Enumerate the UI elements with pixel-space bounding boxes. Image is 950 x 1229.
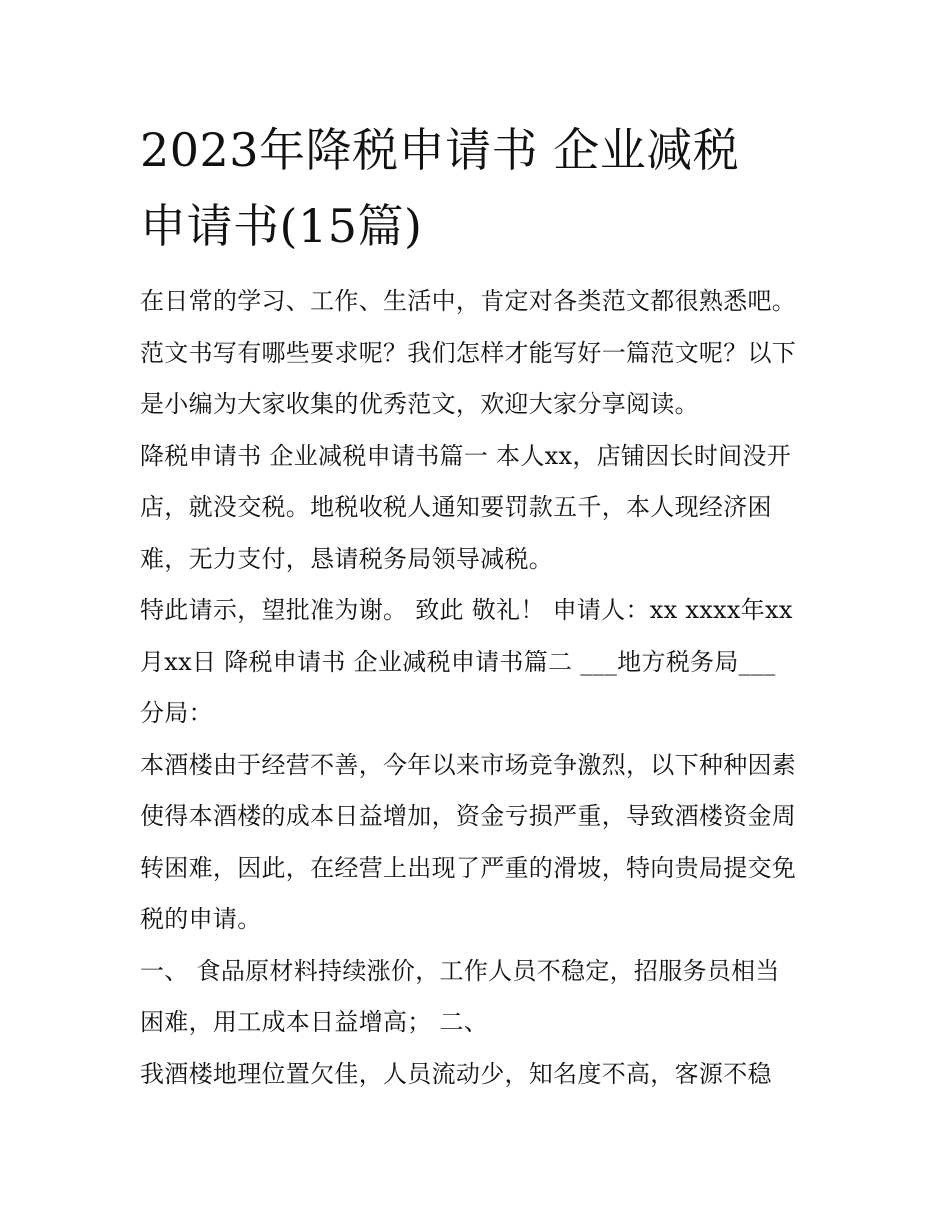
- document-body: [140, 276, 820, 1100]
- title-line-2: 申请书(15篇): [140, 199, 423, 253]
- body-line: 本酒楼由于经营不善，今年以来市场竞争激烈，以下种种因素: [140, 750, 797, 779]
- body-line: 特此请示，望批准为谢。 致此 敬礼！ 申请人：xx xxxx年xx: [140, 596, 793, 624]
- body-line: 在日常的学习、工作、生活中，肯定对各类范文都很熟悉吧。: [140, 287, 797, 315]
- body-line: 困难，用工成本日益增高； 二、: [140, 1008, 489, 1036]
- body-line: 范文书写有哪些要求呢？我们怎样才能写好一篇范文呢？以下: [140, 338, 797, 367]
- body-line: 税的申请。: [140, 905, 262, 933]
- body-line: 月xx日 降税申请书 企业减税申请书篇二 ___地方税务局___: [140, 647, 776, 676]
- body-line: 转困难，因此，在经营上出现了严重的滑坡，特向贵局提交免: [140, 853, 797, 882]
- body-line: 店，就没交税。地税收税人通知要罚款五千，本人现经济困: [140, 493, 772, 521]
- title-line-1: 2023年降税申请书 企业减税: [140, 123, 740, 177]
- body-line: 使得本酒楼的成本日益增加，资金亏损严重，导致酒楼资金周: [140, 802, 797, 830]
- body-line: 分局：: [140, 699, 213, 727]
- body-line: 我酒楼地理位置欠佳，人员流动少，知名度不高，客源不稳: [140, 1059, 772, 1088]
- document-title: [140, 112, 820, 264]
- body-line: 一、 食品原材料持续涨价，工作人员不稳定，招服务员相当: [140, 956, 780, 985]
- body-line: 是小编为大家收集的优秀范文，欢迎大家分享阅读。: [140, 390, 699, 418]
- body-line: 降税申请书 企业减税申请书篇一 本人xx，店铺因长时间没开: [140, 441, 792, 470]
- body-line: 难，无力支付，恳请税务局领导减税。: [140, 544, 554, 573]
